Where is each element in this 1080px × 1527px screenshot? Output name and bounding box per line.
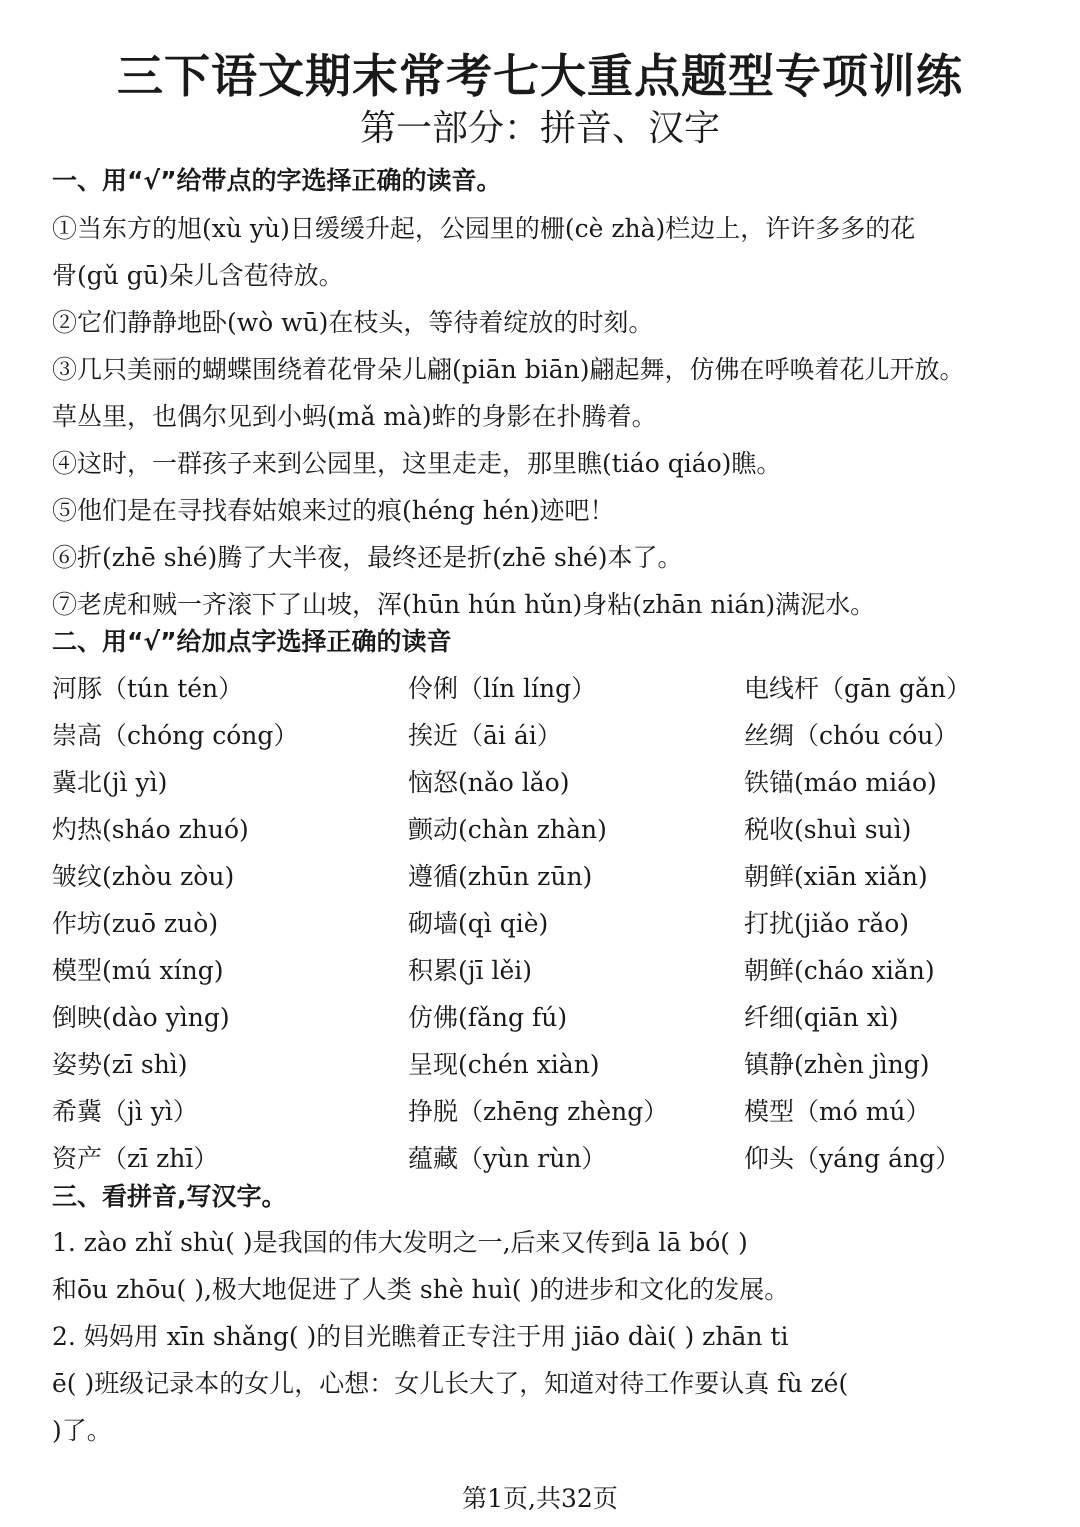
page-subtitle: 第一部分：拼音、汉字	[359, 108, 720, 149]
pinyin-item: 冀北(jì yì)	[52, 768, 168, 797]
pinyin-item: 丝绸（chóu cóu）	[744, 721, 959, 750]
pinyin-item: 铁锚(máo miáo)	[744, 768, 937, 797]
section-1-heading: 一、用“√”给带点的字选择正确的读音。	[52, 166, 502, 195]
section-1-line: ②它们静静地卧(wò wū)在枝头，等待着绽放的时刻。	[52, 308, 654, 337]
pinyin-item: 模型（mó mú）	[744, 1097, 931, 1126]
pinyin-item: 挨近（āi ái）	[408, 721, 562, 750]
pinyin-item: 河豚（tún tén）	[52, 674, 244, 703]
section-3-line: 2. 妈妈用 xīn shǎng( )的目光瞧着正专注于用 jiāo dài( ) zhān ti	[52, 1322, 789, 1351]
pinyin-item: 砌墙(qì qiè)	[408, 909, 549, 938]
pinyin-item: 积累(jī lěi)	[408, 956, 532, 985]
section-3-heading: 三、看拼音,写汉字。	[52, 1182, 287, 1211]
section-1-line: 草丛里，也偶尔见到小蚂(mǎ mà)蚱的身影在扑腾着。	[52, 402, 657, 431]
pinyin-row	[0, 954, 1080, 994]
pinyin-item: 崇高（chóng cóng）	[52, 721, 299, 750]
section-1-line: ⑤他们是在寻找春姑娘来过的痕(héng hén)迹吧！	[52, 496, 615, 525]
pinyin-item: 作坊(zuō zuò)	[52, 909, 219, 938]
section-1-line: ⑦老虎和贼一齐滚下了山坡，浑(hūn hún hǔn)身粘(zhān nián)满泥水。	[52, 590, 876, 619]
pinyin-row	[0, 719, 1080, 759]
section-1-line: ⑥折(zhē shé)腾了大半夜，最终还是折(zhē shé)本了。	[52, 543, 683, 572]
pinyin-row	[0, 860, 1080, 900]
pinyin-item: 朝鲜(cháo xiǎn)	[744, 956, 935, 985]
pinyin-row	[0, 1001, 1080, 1041]
pinyin-item: 打扰(jiǎo rǎo)	[744, 909, 910, 938]
pinyin-item: 姿势(zī shì)	[52, 1050, 188, 1079]
section-1-line: 骨(gǔ gū)朵儿含苞待放。	[52, 261, 344, 290]
pinyin-item: 电线杆（gān gǎn）	[744, 674, 971, 703]
section-1-line: ①当东方的旭(xù yù)日缓缓升起，公园里的栅(cè zhà)栏边上，许许多多的花	[52, 214, 916, 243]
section-3-line: ē( )班级记录本的女儿，心想：女儿长大了，知道对待工作要认真 fù zé(	[52, 1369, 849, 1398]
pinyin-item: 蕴藏（yùn rùn）	[408, 1144, 607, 1173]
section-3-line: 和ōu zhōu( ),极大地促进了人类 shè huì( )的进步和文化的发展。	[52, 1275, 790, 1304]
pinyin-item: 恼怒(nǎo lǎo)	[408, 768, 570, 797]
pinyin-item: 纤细(qiān xì)	[744, 1003, 899, 1032]
pinyin-row	[0, 1142, 1080, 1182]
pinyin-row	[0, 813, 1080, 853]
pinyin-item: 倒映(dào yìng)	[52, 1003, 230, 1032]
section-3-line: 1. zào zhǐ shù( )是我国的伟大发明之一,后来又传到ā lā bó( )	[52, 1228, 748, 1257]
pinyin-row	[0, 1095, 1080, 1135]
section-2-heading: 二、用“√”给加点字选择正确的读音	[52, 627, 452, 656]
pinyin-item: 皱纹(zhòu zòu)	[52, 862, 235, 891]
pinyin-item: 资产（zī zhī）	[52, 1144, 219, 1173]
pinyin-item: 仰头（yáng áng）	[744, 1144, 961, 1173]
section-3-line: )了。	[52, 1416, 112, 1445]
pinyin-item: 模型(mú xíng)	[52, 956, 224, 985]
pinyin-row	[0, 1048, 1080, 1088]
pinyin-item: 仿佛(fǎng fú)	[408, 1003, 568, 1032]
pinyin-item: 朝鲜(xiān xiǎn)	[744, 862, 928, 891]
page-title: 三下语文期末常考七大重点题型专项训练	[117, 49, 963, 103]
pinyin-row	[0, 672, 1080, 712]
pinyin-item: 镇静(zhèn jìng)	[744, 1050, 930, 1079]
pinyin-item: 灼热(sháo zhuó)	[52, 815, 249, 844]
pinyin-item: 呈现(chén xiàn)	[408, 1050, 600, 1079]
section-1-line: ③几只美丽的蝴蝶围绕着花骨朵儿翩(piān biān)翩起舞，仿佛在呼唤着花儿开放。	[52, 355, 965, 384]
pinyin-item: 希冀（jì yì）	[52, 1097, 198, 1126]
pinyin-row	[0, 907, 1080, 947]
pinyin-item: 遵循(zhūn zūn)	[408, 862, 593, 891]
pinyin-row	[0, 766, 1080, 806]
pinyin-item: 挣脱（zhēng zhèng）	[408, 1097, 669, 1126]
pinyin-item: 颤动(chàn zhàn)	[408, 815, 607, 844]
page-number: 第1页,共32页	[462, 1484, 618, 1513]
pinyin-item: 伶俐（lín líng）	[408, 674, 597, 703]
section-1-line: ④这时，一群孩子来到公园里，这里走走，那里瞧(tiáo qiáo)瞧。	[52, 449, 782, 478]
pinyin-item: 税收(shuì suì)	[744, 815, 912, 844]
